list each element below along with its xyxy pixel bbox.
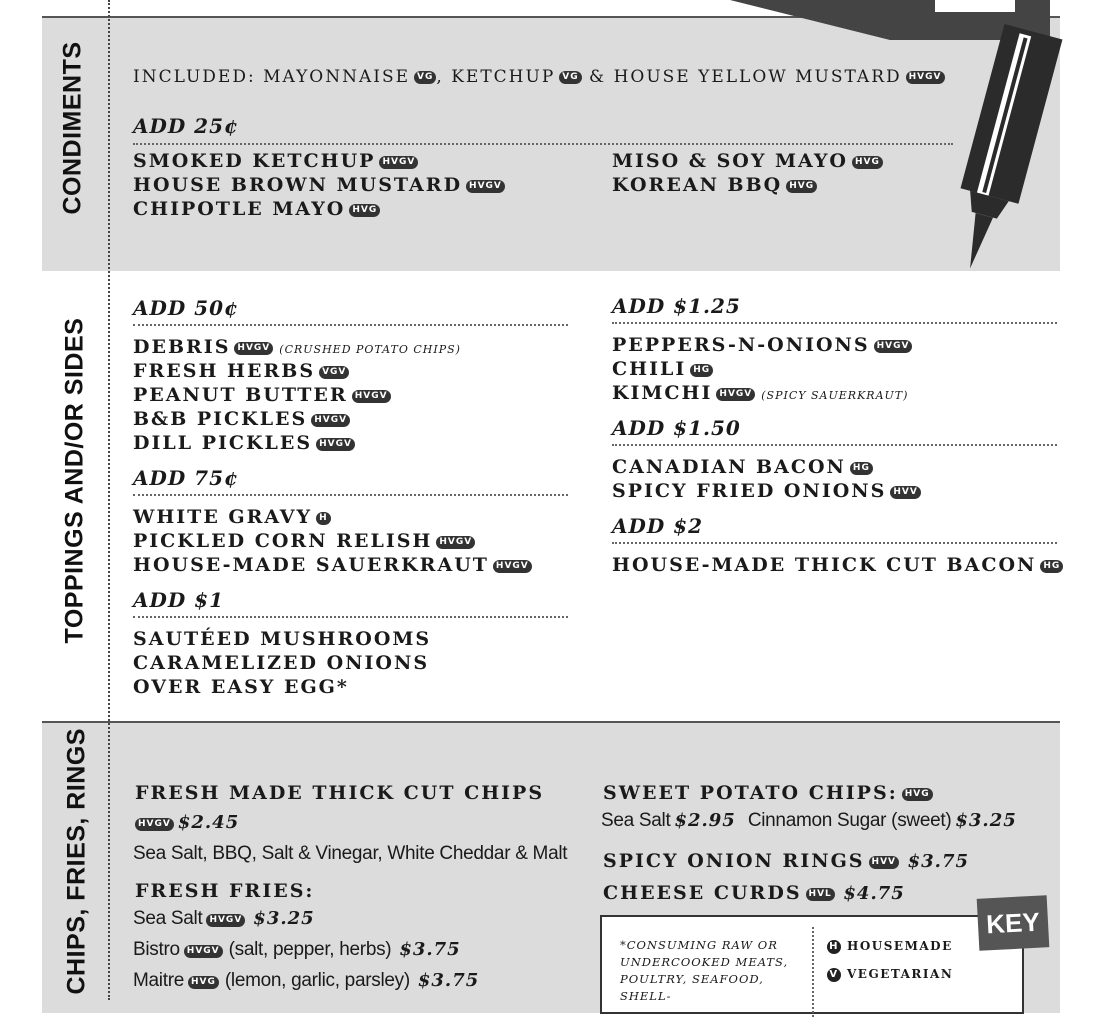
thick-chips-price: $2.45 xyxy=(177,812,240,833)
badge-icon: HG xyxy=(690,364,713,377)
badge-icon: VG xyxy=(414,71,436,84)
key-label: VEGETARIAN xyxy=(847,967,954,981)
topping-name: PEPPERS-N-ONIONS xyxy=(612,334,870,356)
fries-desc: (salt, pepper, herbs) xyxy=(228,939,392,960)
condiment-name: KOREAN BBQ xyxy=(612,174,783,196)
topping-group-price: ADD $1.25 xyxy=(612,294,741,318)
key-label: HOUSEMADE xyxy=(847,939,953,953)
thick-chips-price-row xyxy=(135,812,239,833)
badge-icon: HVGV xyxy=(466,180,505,193)
topping-name: SPICY FRIED ONIONS xyxy=(612,480,887,502)
key-box xyxy=(600,915,1024,1014)
condiment-name: CHIPOTLE MAYO xyxy=(133,198,346,220)
thick-chips-flavors: Sea Salt, BBQ, Salt & Vinegar, White Cheddar & Malt xyxy=(133,843,568,864)
topping-name: OVER EASY EGG* xyxy=(133,676,349,698)
topping-group-price: ADD 75¢ xyxy=(133,466,239,490)
sweet-potato-title-text: SWEET POTATO CHIPS: xyxy=(603,782,898,804)
topping-name: PICKLED CORN RELISH xyxy=(133,530,433,552)
dotted-divider xyxy=(133,494,568,496)
fries-price: $3.25 xyxy=(253,908,315,929)
topping-name: WHITE GRAVY xyxy=(133,506,313,528)
badge-icon: HG xyxy=(850,462,873,475)
condiment-item xyxy=(133,150,418,172)
badge-icon: H xyxy=(316,512,331,525)
included-text: INCLUDED: MAYONNAISE xyxy=(133,67,411,87)
key-letter-icon: V xyxy=(827,968,841,982)
sweet-cinnamon-price: $3.25 xyxy=(955,810,1017,831)
dotted-divider xyxy=(133,324,568,326)
sweet-potato-title xyxy=(603,782,933,804)
badge-icon: HG xyxy=(1040,560,1063,573)
badge-icon: HVG xyxy=(349,204,380,217)
badge-icon: HVGV xyxy=(352,390,391,403)
badge-icon: HVGV xyxy=(311,414,350,427)
badge-icon: HVG xyxy=(786,180,817,193)
badge-icon: HVG xyxy=(188,976,219,989)
dotted-divider xyxy=(133,143,953,145)
included-mid: , KETCHUP xyxy=(436,67,556,87)
topping-item xyxy=(133,652,429,674)
badge-icon: HVGV xyxy=(206,914,245,927)
badge-icon: VG xyxy=(559,71,581,84)
topping-group-price: ADD $1 xyxy=(133,588,224,612)
topping-item xyxy=(133,432,355,454)
key-disclaimer: *CONSUMING RAW OR UNDERCOOKED MEATS, POULTRY, SEAFOOD, SHELL- xyxy=(620,938,789,1003)
badge-icon: HVGV xyxy=(184,945,223,958)
topping-item xyxy=(133,628,431,650)
onion-rings-row xyxy=(603,850,969,872)
topping-name: PEANUT BUTTER xyxy=(133,384,348,406)
topping-name: CANADIAN BACON xyxy=(612,456,846,478)
key-divider xyxy=(812,927,814,1017)
topping-item xyxy=(133,506,331,528)
vertical-divider xyxy=(108,0,110,1000)
topping-name: KIMCHI xyxy=(612,382,713,404)
cheese-curds-title: CHEESE CURDS xyxy=(603,882,802,904)
topping-name: DILL PICKLES xyxy=(133,432,313,454)
dotted-divider xyxy=(612,542,1057,544)
topping-name: B&B PICKLES xyxy=(133,408,308,430)
topping-group-price: ADD $1.50 xyxy=(612,416,741,440)
topping-name: CHILI xyxy=(612,358,687,380)
topping-item xyxy=(612,358,713,380)
topping-item xyxy=(133,360,349,382)
topping-item xyxy=(133,530,475,552)
condiment-item xyxy=(612,150,883,172)
fries-name: Bistro xyxy=(133,939,180,960)
badge-icon: HVGV xyxy=(379,156,418,169)
cheese-curds-row xyxy=(603,882,905,904)
sweet-seasalt: Sea Salt xyxy=(601,810,671,831)
badge-icon: HVV xyxy=(890,486,920,499)
fries-name: Maitre xyxy=(133,970,184,991)
fries-item xyxy=(133,908,315,930)
dotted-divider xyxy=(612,444,1057,446)
badge-icon: HVGV xyxy=(316,438,355,451)
key-entry xyxy=(827,967,953,982)
fries-price: $3.75 xyxy=(417,970,480,991)
topping-name: HOUSE-MADE THICK CUT BACON xyxy=(612,554,1037,576)
fries-name: Sea Salt xyxy=(133,908,203,929)
dotted-divider xyxy=(133,616,568,618)
condiment-item xyxy=(133,174,505,196)
condiments-included xyxy=(133,67,945,87)
topping-name: DEBRIS xyxy=(133,336,231,358)
fries-price: $3.75 xyxy=(399,939,461,960)
condiment-name: SMOKED KETCHUP xyxy=(133,150,376,172)
topping-item xyxy=(133,554,532,576)
condiments-add-price: ADD 25¢ xyxy=(133,114,239,138)
condiment-name: MISO & SOY MAYO xyxy=(612,150,848,172)
onion-rings-title: SPICY ONION RINGS xyxy=(603,850,865,872)
chips-label: CHIPS, FRIES, RINGS xyxy=(62,728,91,995)
fresh-fries-title: FRESH FRIES: xyxy=(135,880,315,902)
badge-icon: HVL xyxy=(806,888,835,901)
badge-icon: HVGV xyxy=(135,818,174,831)
badge-icon: HVGV xyxy=(716,388,755,401)
cheese-curds-price: $4.75 xyxy=(843,883,905,904)
badge-icon: HVG xyxy=(902,788,933,801)
sweet-cinnamon: Cinnamon Sugar (sweet) xyxy=(747,810,952,831)
topping-item xyxy=(133,336,461,358)
topping-item xyxy=(133,676,349,698)
topping-item xyxy=(612,554,1063,576)
topping-name: FRESH HERBS xyxy=(133,360,316,382)
topping-item xyxy=(612,334,912,356)
topping-group-price: ADD 50¢ xyxy=(133,296,239,320)
mustard-bottle-icon xyxy=(930,18,1080,273)
badge-icon: HVGV xyxy=(493,560,532,573)
badge-icon: HVGV xyxy=(234,342,273,355)
included-end: & HOUSE YELLOW MUSTARD xyxy=(589,67,902,87)
key-tab: KEY xyxy=(977,895,1050,951)
badge-icon: HVGV xyxy=(906,71,945,84)
condiments-label: CONDIMENTS xyxy=(58,41,87,215)
fries-desc: (lemon, garlic, parsley) xyxy=(224,970,410,991)
dotted-divider xyxy=(612,322,1057,324)
topping-item xyxy=(133,408,350,430)
badge-icon: HVG xyxy=(852,156,883,169)
sweet-seasalt-price: $2.95 xyxy=(674,810,736,831)
topping-name: HOUSE-MADE SAUERKRAUT xyxy=(133,554,489,576)
topping-item xyxy=(133,384,391,406)
condiment-name: HOUSE BROWN MUSTARD xyxy=(133,174,463,196)
topping-item xyxy=(612,480,921,502)
topping-group-price: ADD $2 xyxy=(612,514,703,538)
fries-item xyxy=(133,970,479,992)
key-letter-icon: H xyxy=(827,940,841,954)
topping-note: (CRUSHED POTATO CHIPS) xyxy=(279,343,461,356)
toppings-label: TOPPINGS AND/OR SIDES xyxy=(60,317,89,644)
condiment-item xyxy=(612,174,817,196)
topping-name: SAUTÉED MUSHROOMS xyxy=(133,628,432,650)
badge-icon: HVV xyxy=(869,856,899,869)
topping-item xyxy=(612,456,873,478)
fries-item xyxy=(133,939,461,961)
badge-icon: HVGV xyxy=(436,536,475,549)
thick-chips-title: FRESH MADE THICK CUT CHIPS xyxy=(135,782,545,804)
sweet-potato-options xyxy=(601,810,1017,832)
topping-name: CARAMELIZED ONIONS xyxy=(133,652,430,674)
topping-item xyxy=(612,382,908,404)
badge-icon: VGV xyxy=(319,366,349,379)
key-entry xyxy=(827,939,953,954)
condiment-item xyxy=(133,198,380,220)
onion-rings-price: $3.75 xyxy=(907,851,969,872)
badge-icon: HVGV xyxy=(874,340,913,353)
topping-note: (SPICY SAUERKRAUT) xyxy=(761,389,909,402)
